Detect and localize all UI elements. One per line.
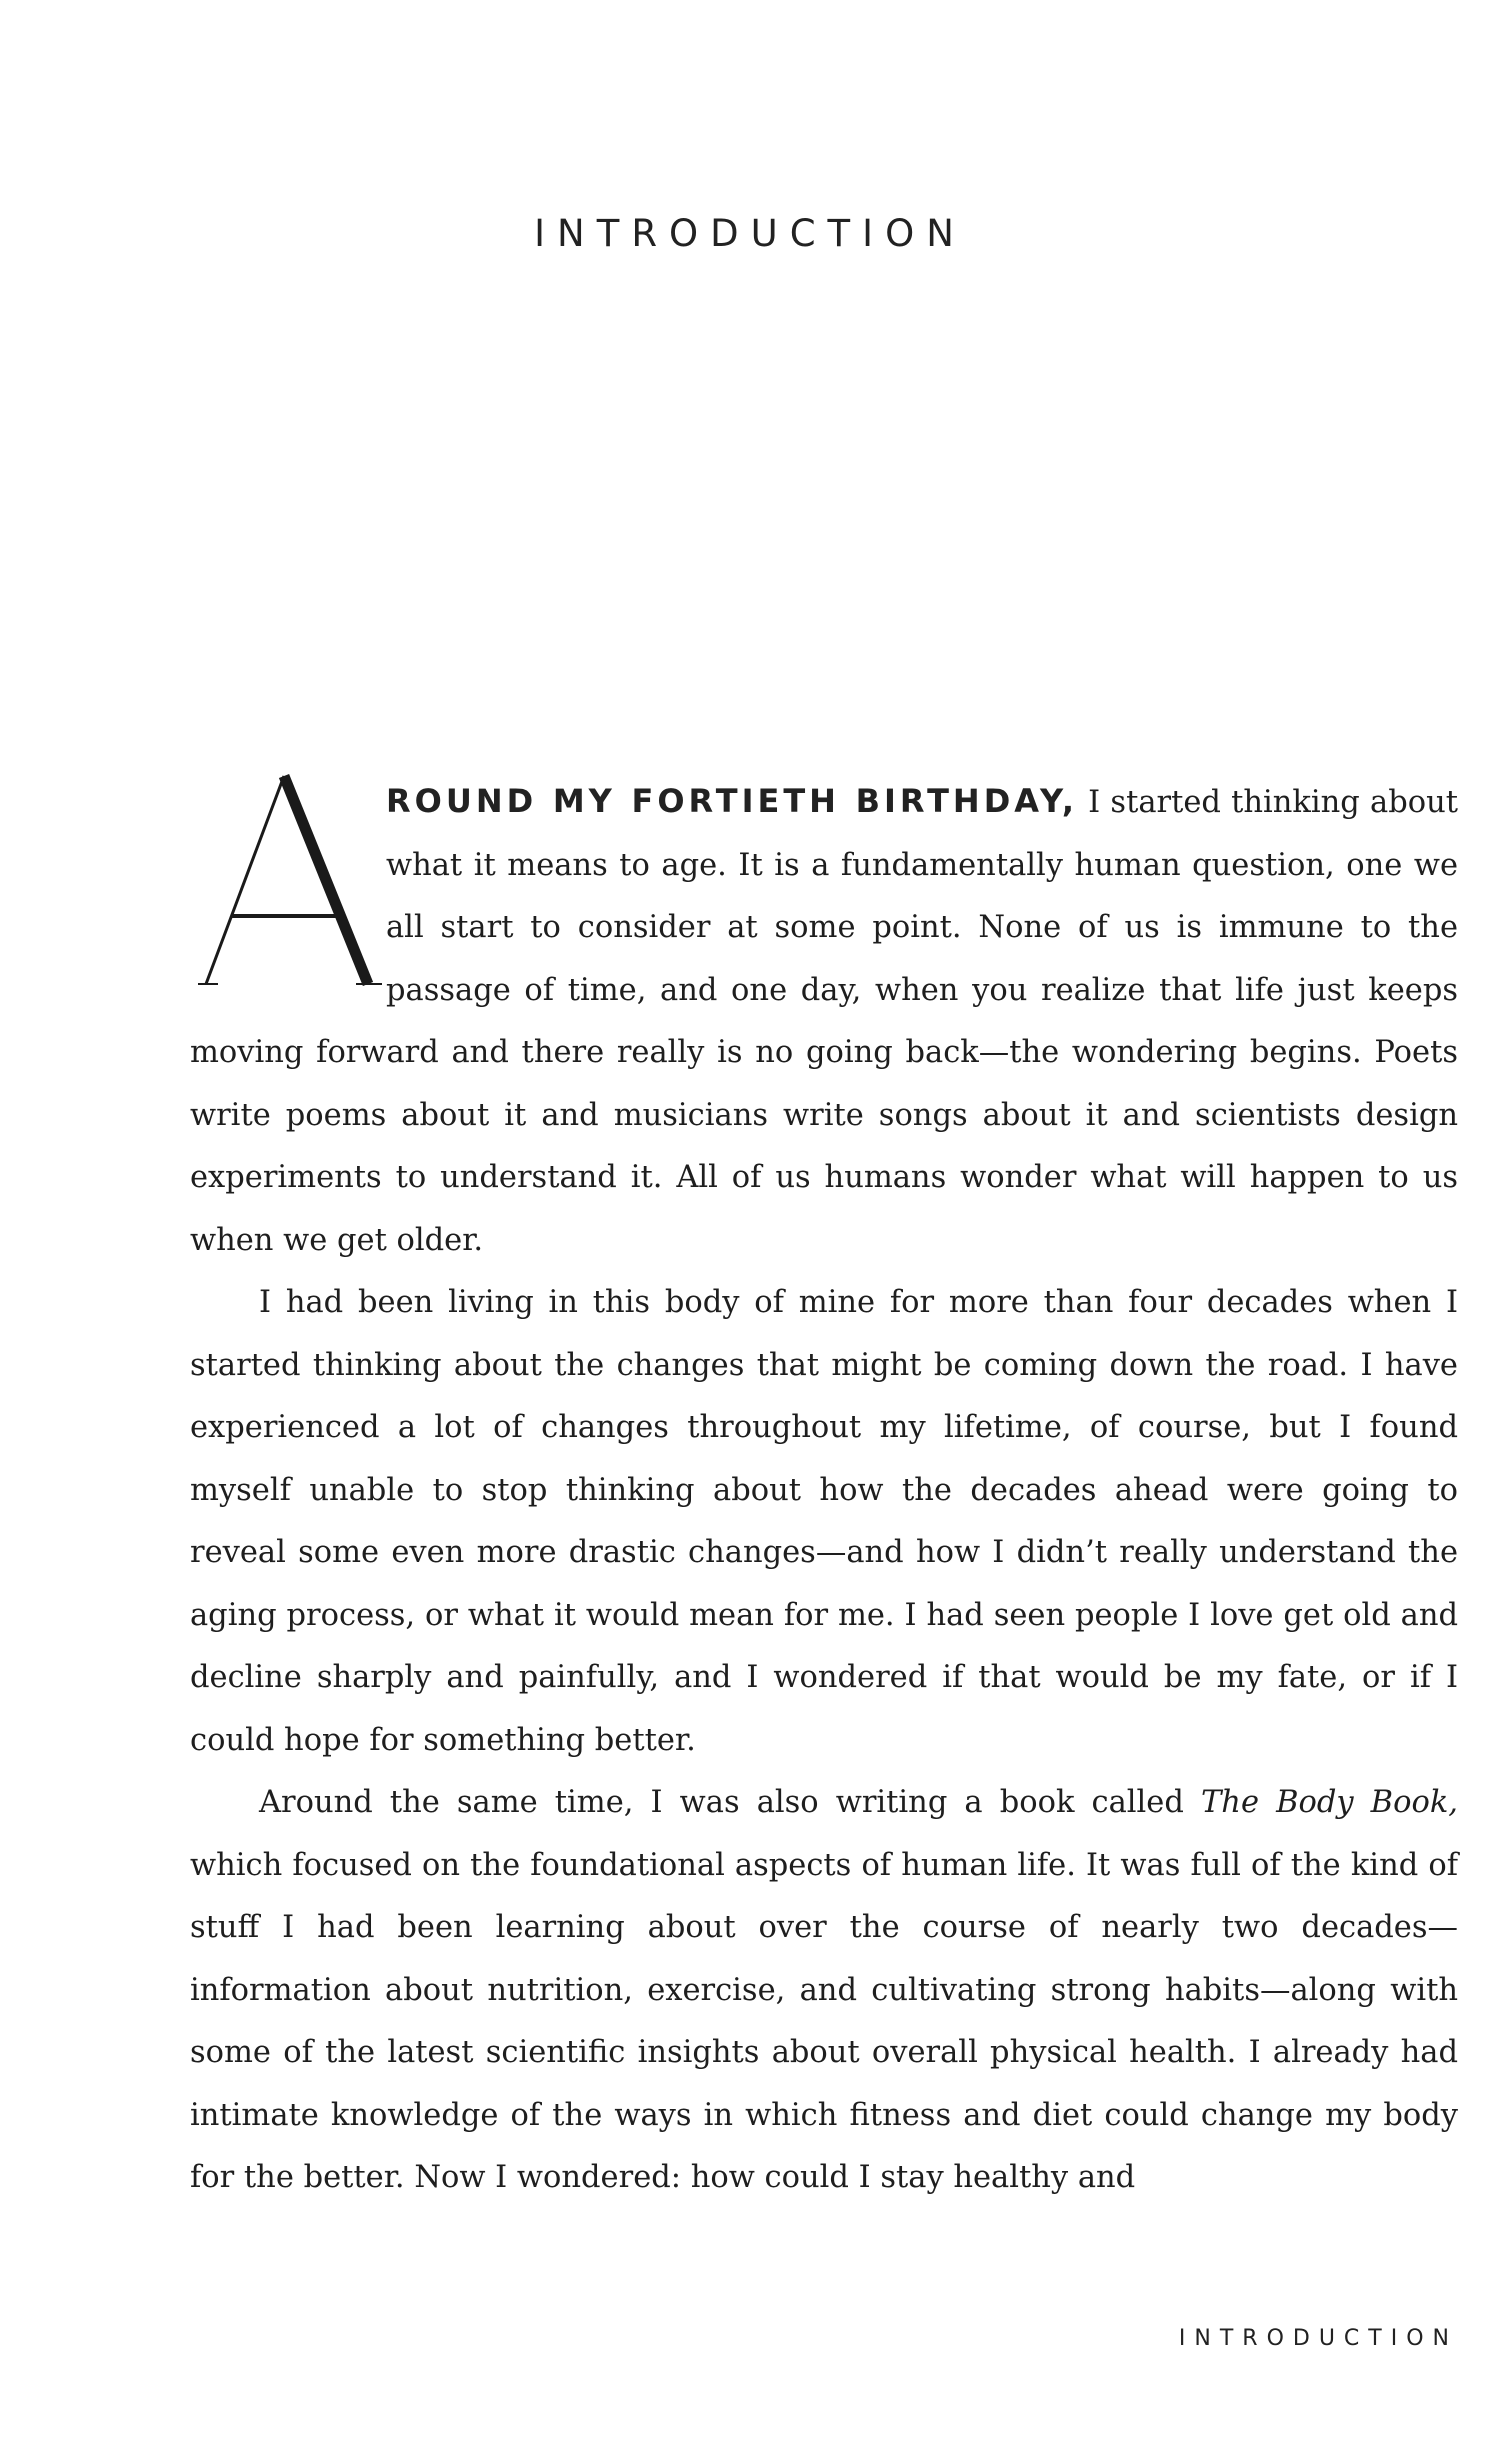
- running-footer: INTRODUCTION: [1178, 2326, 1458, 2351]
- drop-cap-letter-a: [190, 770, 386, 986]
- paragraph-2: [190, 1272, 1458, 1772]
- body-text: [190, 770, 1458, 2210]
- paragraph-2-text: I had been living in this body of mine for more than four decades when I started thinking about the changes that might be coming down the road. I have experienced a lot of changes throughout my lifetime, of course, but I found myself unable to stop thinking about how the decades ahead were going to reveal some even more drastic changes—and how I didn’t really understand the aging process, or what it would mean for me. I had seen people I love get old and decline sharply and painfully, and I wondered if that would be my fate, or if I could hope for something better.: [190, 1285, 1458, 1758]
- paragraph-3-text-before: Around the same time, I was also writing a book called: [259, 1785, 1201, 1820]
- paragraph-1-text: I started thinking about what it means to age. It is a fundamentally human question, one we all start to consider at some point. None of us is immune to the passage of time, and one day, when you realize that life just keeps moving forward and there really is no going back—the wondering begins. Poets write poems about it and musicians write songs about it and scientists design experiments to understand it. All of us humans wonder what will happen to us when we get older.: [190, 785, 1458, 1258]
- paragraph-3: [190, 1772, 1458, 2210]
- paragraph-1: [190, 770, 1458, 1272]
- chapter-title: INTRODUCTION: [534, 212, 966, 255]
- drop-cap: [190, 770, 386, 990]
- book-title: The Body Book,: [1200, 1785, 1458, 1820]
- paragraph-3-text-after: which focused on the foundational aspects of human life. It was full of the kind of stuff I had been learning about over the course of nearly two decades—information about nutrition, exercise, and cultivating strong habits—along with some of the latest scientific insights about overall physical health. I already had intimate knowledge of the ways in which fitness and diet could change my body for the better. Now I wondered: how could I stay healthy and: [190, 1847, 1458, 2195]
- lead-in-smallcaps: ROUND MY FORTIETH BIRTHDAY,: [386, 782, 1078, 820]
